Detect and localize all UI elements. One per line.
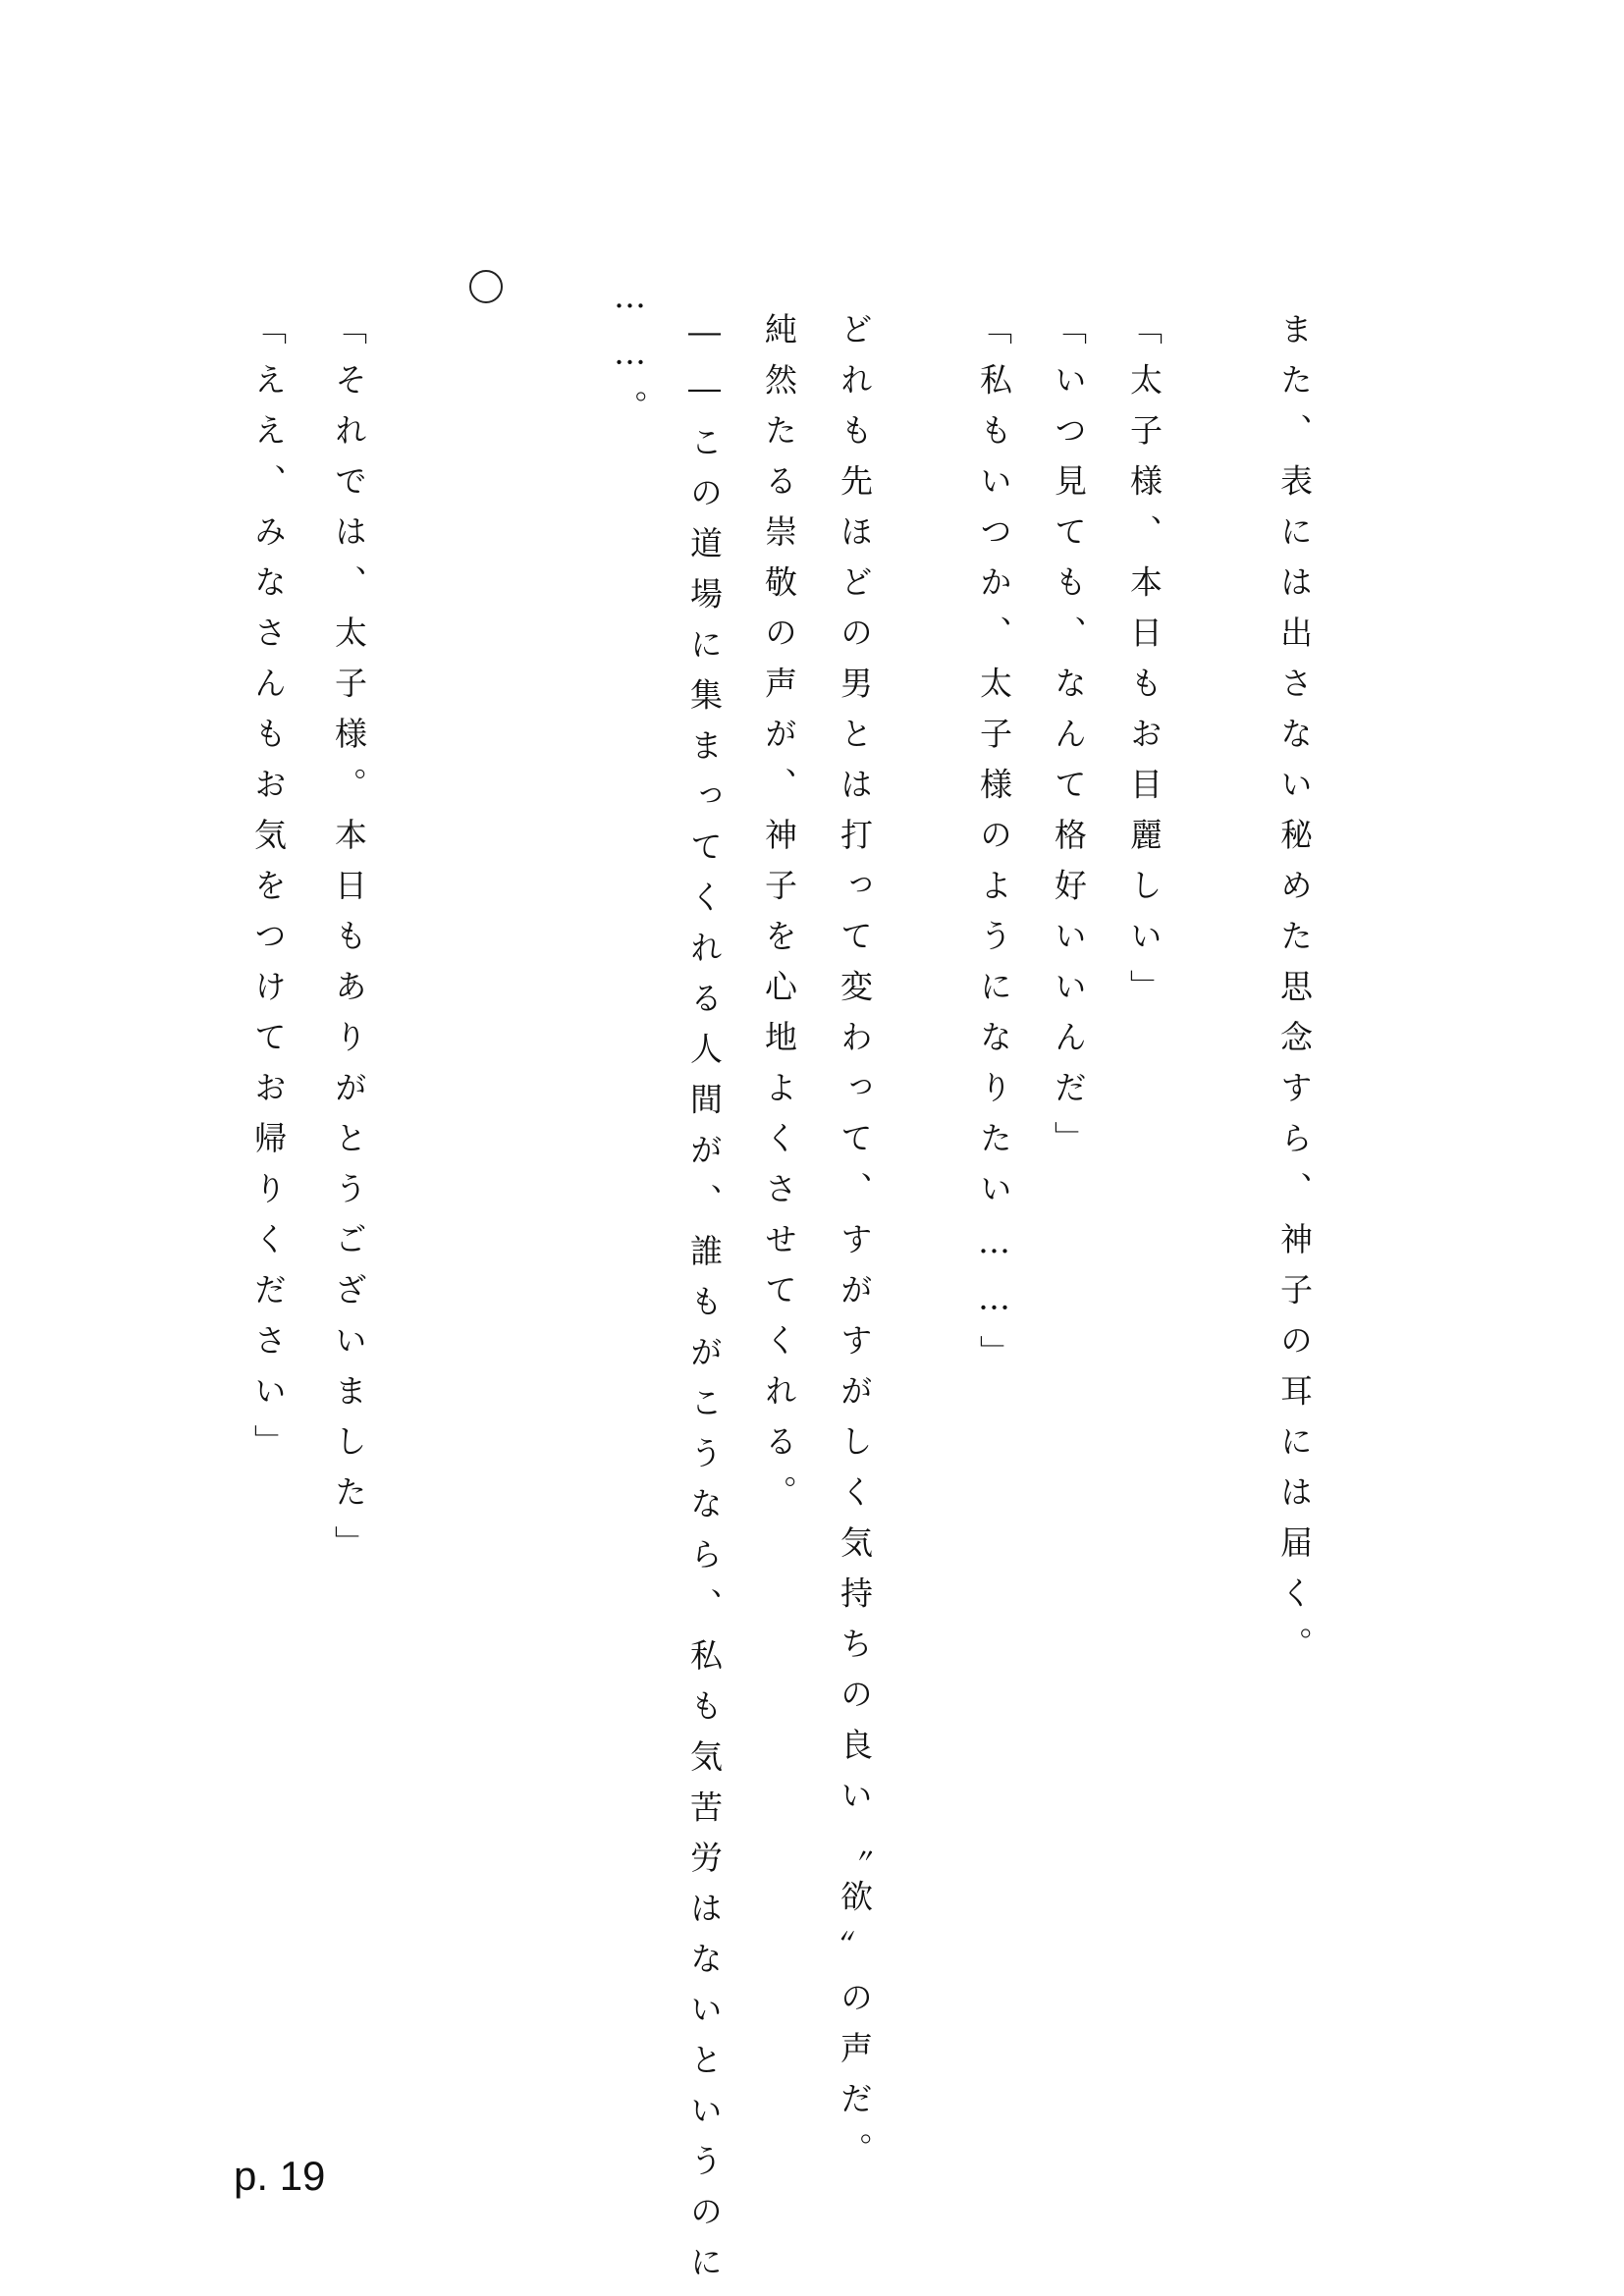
section-marker-circle: [469, 270, 503, 303]
text-column-4: 「私もいつか、太子様のようになりたい……」: [975, 312, 1013, 1386]
text-column-3: 「いつ見ても、なんて格好いいんだ」: [1050, 312, 1088, 1172]
text-column-10: 「ええ、みなさんもお気をつけてお帰りください」: [249, 312, 288, 1475]
text-column-2: 「太子様、本日もお目麗しい」: [1125, 312, 1164, 1020]
text-column-8: ……。: [611, 277, 649, 441]
text-column-7: ――この道場に集まってくれる人間が、誰もがこうなら、私も気苦労はないというのに: [685, 312, 724, 2296]
text-column-1: また、表には出さない秘めた思念すら、神子の耳には届く。: [1275, 312, 1314, 1678]
text-column-6: 純然たる崇敬の声が、神子を心地よくさせてくれる。: [760, 312, 798, 1525]
text-column-9: 「それでは、太子様。本日もありがとうございました」: [330, 312, 368, 1576]
page-number: p. 19: [234, 2153, 326, 2199]
text-column-5: どれも先ほどの男とは打って変わって、すがすがしく気持ちの良い〝欲〟の声だ。: [836, 312, 874, 2183]
